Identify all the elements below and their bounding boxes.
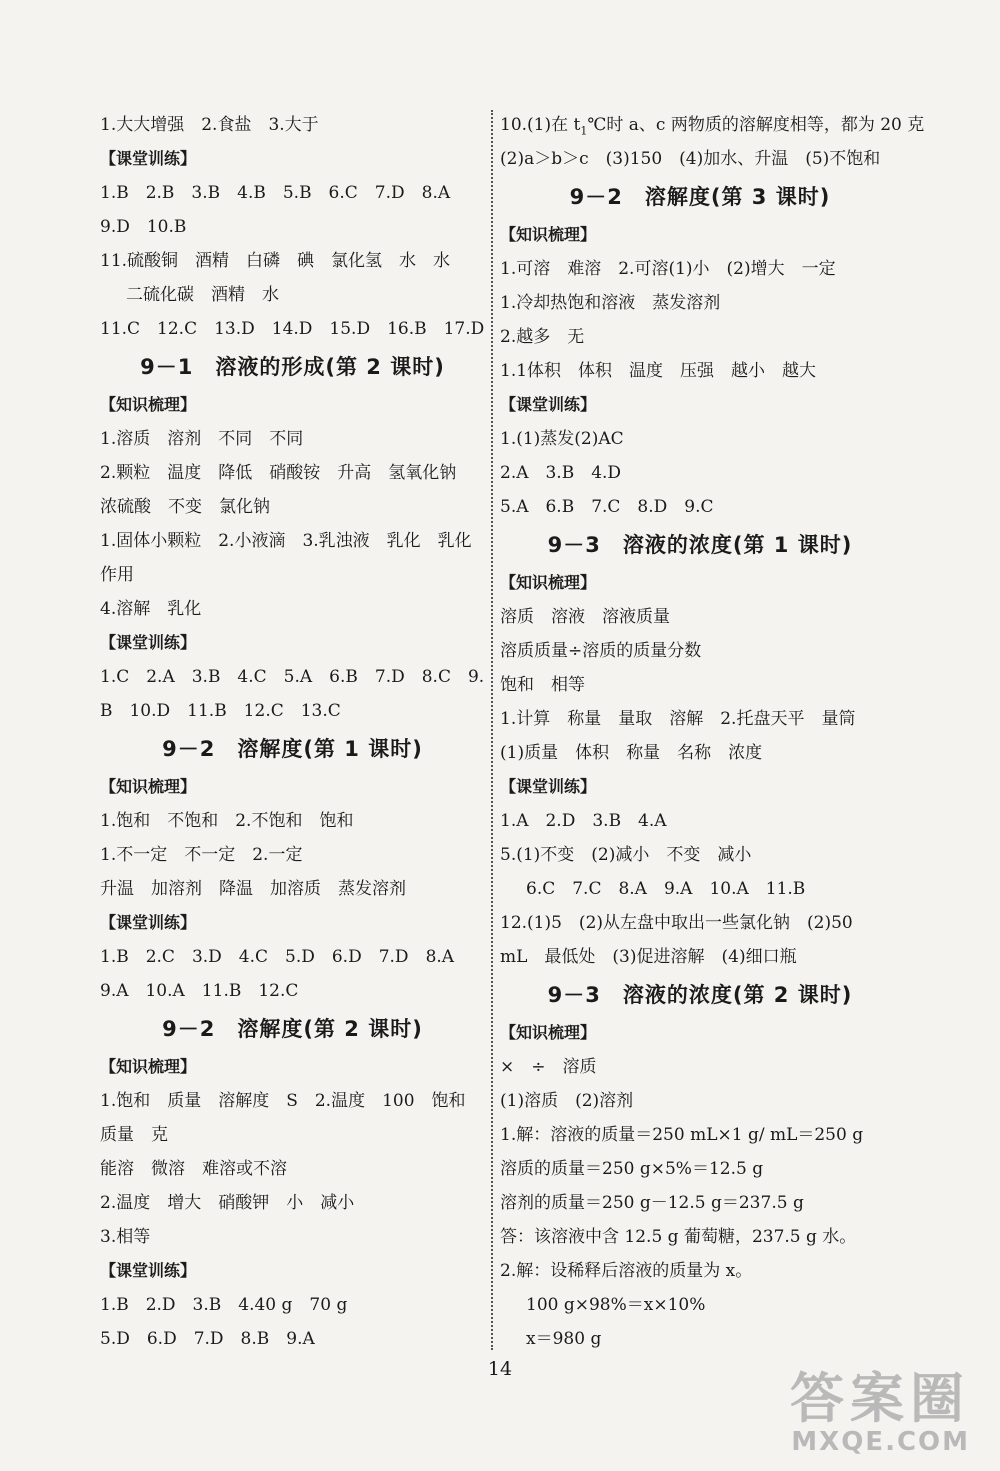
answer-line: (2)a＞b＞c (3)150 (4)加水、升温 (5)不饱和 <box>500 149 881 169</box>
answer-line: B 10.D 11.B 12.C 13.C <box>100 701 341 721</box>
section-label: 【知识梳理】 <box>500 225 597 244</box>
answer-line: 升温 加溶剂 降温 加溶质 蒸发溶剂 <box>100 879 406 899</box>
section-heading: 9－2 溶解度(第 3 课时) <box>569 185 831 209</box>
section-label: 【课堂训练】 <box>100 633 197 652</box>
answer-line: 11.硫酸铜 酒精 白磷 碘 氯化氢 水 水 <box>100 251 451 271</box>
q10-subscript: 1 <box>580 124 588 138</box>
answer-line: 9.D 10.B <box>100 217 187 237</box>
section-label: 【课堂训练】 <box>100 1261 197 1280</box>
answer-line: 浓硫酸 不变 氯化钠 <box>100 497 270 517</box>
answer-line <box>500 108 925 142</box>
answer-line: 6.C 7.C 8.A 9.A 10.A 11.B <box>526 879 806 899</box>
answer-line: 答：该溶液中含 12.5 g 葡萄糖，237.5 g 水。 <box>500 1227 857 1247</box>
section-heading: 9－2 溶解度(第 1 课时) <box>162 737 423 761</box>
column-divider <box>491 110 493 1350</box>
answer-line: 9.A 10.A 11.B 12.C <box>100 981 299 1001</box>
section-label: 【知识梳理】 <box>100 1057 197 1076</box>
answer-line: 1.饱和 不饱和 2.不饱和 饱和 <box>100 811 354 831</box>
answer-line: 1.冷却热饱和溶液 蒸发溶剂 <box>500 293 721 313</box>
answer-line: 2.温度 增大 硝酸钾 小 减小 <box>100 1193 355 1213</box>
answer-line: 1.溶质 溶剂 不同 不同 <box>100 429 304 449</box>
answer-line: × ÷ 溶质 <box>500 1057 597 1077</box>
section-heading: 9－3 溶液的浓度(第 1 课时) <box>547 533 853 557</box>
page-number: 14 <box>487 1358 513 1380</box>
answer-line: 100 g×98%＝x×10% <box>526 1295 706 1315</box>
section-heading: 9－1 溶液的形成(第 2 课时) <box>140 355 445 379</box>
section-label: 【课堂训练】 <box>500 777 597 796</box>
answer-line: 2.解：设稀释后溶液的质量为 x。 <box>500 1261 753 1281</box>
answer-line: 5.(1)不变 (2)减小 不变 减小 <box>500 845 752 865</box>
answer-line: 1.固体小颗粒 2.小液滴 3.乳浊液 乳化 乳化 <box>100 531 472 551</box>
answer-line: 1.1体积 体积 温度 压强 越小 越大 <box>500 361 817 381</box>
answer-line: 1.B 2.D 3.B 4.40 g 70 g <box>100 1295 348 1315</box>
answer-line: 1.(1)蒸发(2)AC <box>500 429 624 449</box>
answer-line: 溶质的质量＝250 g×5%＝12.5 g <box>500 1159 764 1179</box>
section-heading: 9－2 溶解度(第 2 课时) <box>162 1017 423 1041</box>
answer-line: 1.A 2.D 3.B 4.A <box>500 811 667 831</box>
answer-line: 1.B 2.C 3.D 4.C 5.D 6.D 7.D 8.A <box>100 947 455 967</box>
answer-line: 11.C 12.C 13.D 14.D 15.D 16.B 17.D <box>100 319 485 339</box>
answer-line: 2.A 3.B 4.D <box>500 463 622 483</box>
answer-line: 1.C 2.A 3.B 4.C 5.A 6.B 7.D 8.C 9. <box>100 667 485 687</box>
watermark-text: 答案圈 <box>790 1367 970 1430</box>
answer-line: 3.相等 <box>100 1227 151 1247</box>
section-label: 【课堂训练】 <box>100 913 197 932</box>
answer-line: 1.大大增强 2.食盐 3.大于 <box>100 115 319 135</box>
section-label: 【知识梳理】 <box>500 1023 597 1042</box>
answer-line: 质量 克 <box>100 1125 168 1145</box>
answer-line: 4.溶解 乳化 <box>100 599 202 619</box>
answer-line: (1)溶质 (2)溶剂 <box>500 1091 634 1111</box>
section-label: 【课堂训练】 <box>500 395 597 414</box>
left-column <box>100 108 485 1356</box>
answer-line: 1.B 2.B 3.B 4.B 5.B 6.C 7.D 8.A <box>100 183 451 203</box>
section-label: 【知识梳理】 <box>100 777 197 796</box>
answer-line: 5.D 6.D 7.D 8.B 9.A <box>100 1329 315 1349</box>
answer-line: 二硫化碳 酒精 水 <box>126 285 279 305</box>
watermark-logo <box>790 1367 970 1457</box>
answer-line: 溶质 溶液 溶液质量 <box>500 607 670 627</box>
answer-line: 2.颗粒 温度 降低 硝酸铵 升高 氢氧化钠 <box>100 463 457 483</box>
answer-line: 1.不一定 不一定 2.一定 <box>100 845 303 865</box>
answer-line: 1.可溶 难溶 2.可溶(1)小 (2)增大 一定 <box>500 259 836 279</box>
answer-line: 2.越多 无 <box>500 327 585 347</box>
section-label: 【知识梳理】 <box>500 573 597 592</box>
section-label: 【课堂训练】 <box>100 149 197 168</box>
section-label: 【知识梳理】 <box>100 395 197 414</box>
answer-line: mL 最低处 (3)促进溶解 (4)细口瓶 <box>500 947 797 967</box>
answer-line: 12.(1)5 (2)从左盘中取出一些氯化钠 (2)50 <box>500 913 853 933</box>
right-column <box>500 108 925 1356</box>
section-heading: 9－3 溶液的浓度(第 2 课时) <box>547 983 853 1007</box>
answer-line: 饱和 相等 <box>500 675 585 695</box>
answer-line: 5.A 6.B 7.C 8.D 9.C <box>500 497 714 517</box>
answer-line: 能溶 微溶 难溶或不溶 <box>100 1159 287 1179</box>
answer-line: 作用 <box>100 565 134 585</box>
answer-line: 1.饱和 质量 溶解度 S 2.温度 100 饱和 <box>100 1091 466 1111</box>
answer-line: 溶剂的质量＝250 g－12.5 g＝237.5 g <box>500 1193 804 1213</box>
answer-line: x＝980 g <box>526 1329 602 1349</box>
watermark-url: MXQE.COM <box>791 1427 970 1457</box>
answer-line: 溶质质量÷溶质的质量分数 <box>500 641 702 661</box>
answer-line: 1.计算 称量 量取 溶解 2.托盘天平 量筒 <box>500 709 856 729</box>
answer-line: (1)质量 体积 称量 名称 浓度 <box>500 743 763 763</box>
answer-line: 1.解：溶液的质量＝250 mL×1 g/ mL＝250 g <box>500 1125 864 1145</box>
q10-text-b: ℃时 a、c 两物质的溶解度相等，都为 20 克 <box>587 115 925 135</box>
q10-text-a: 10.(1)在 t <box>500 115 581 135</box>
